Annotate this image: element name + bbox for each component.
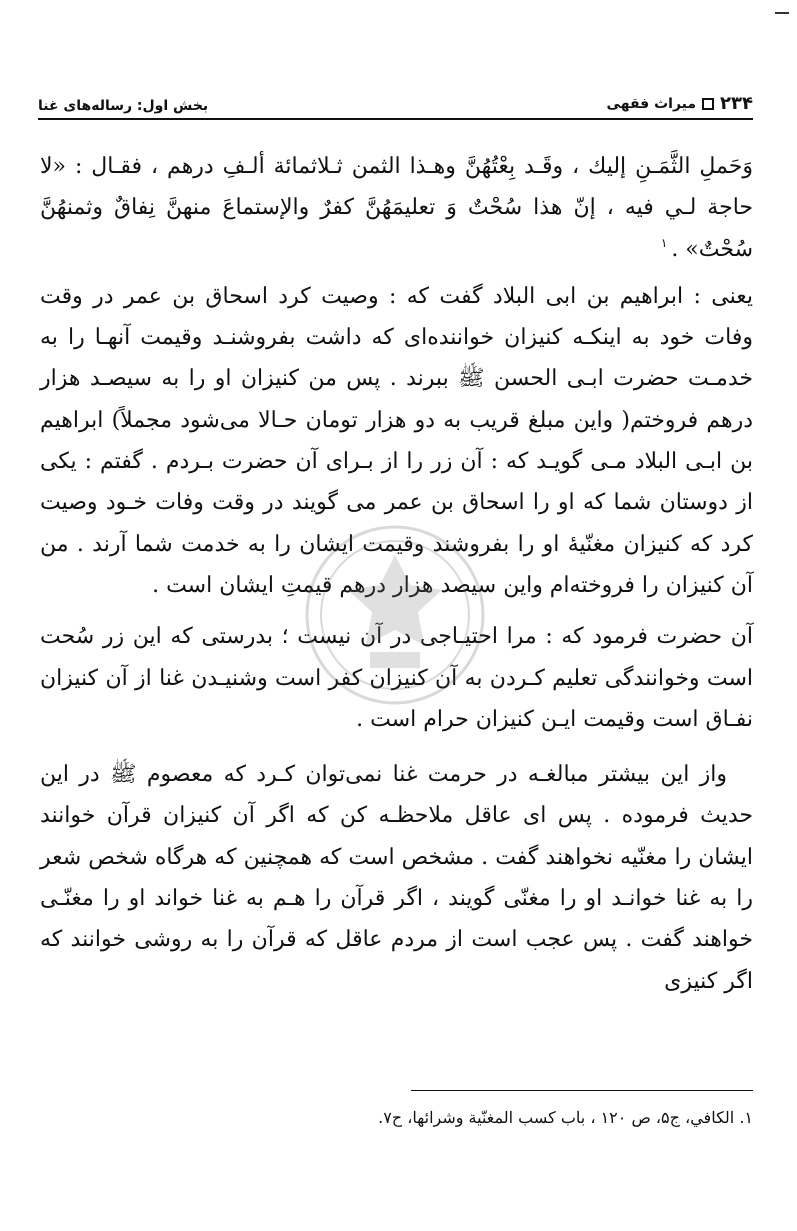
running-header: [38, 84, 753, 120]
scan-artifact-mark: [775, 12, 789, 14]
page-number: ۲۳۴: [720, 93, 753, 114]
header-page-info: [607, 93, 753, 114]
arabic-hadith-quote: [40, 146, 753, 270]
arabic-quote-text: وَحَملِ الثَّمَـنِ إليك ، وقَـد بِعْتُهُنَّ وهـذا الثمن ثـلاثمائة ألـفِ درهم ، فقـال : «لا حاجة لـي فيه ، إنّ هذا سُحْتٌ وَ تعليمَهُنَّ كفرٌ والإستماعَ منهنَّ نِفاقٌ وثمنهُنَّ سُحْتٌ» .: [40, 154, 753, 262]
page-body: [40, 146, 753, 1002]
closing-paragraph: واز این بیشتر مبالغـه در حرمت غنا نمی‌توان کـرد که معصوم ﷺ در این حدیث فرموده . پس ای عاقل ملاحظـه کن که اگر آن کنیزان قرآن خوانند ایشان را مغنّیه نخواهند گفت . مشخص است که همچنین که هرگاه شخص شعر را به غنا خوانـد او را مغنّی گویند ، اگر قرآن را هـم به غنا خواند او را مغنّـی خواهند گفت . پس عجب است از مردم عاقل که قرآن را به روشی خوانند که اگر کنیزی: [40, 762, 753, 994]
section-title: بخش اول: رساله‌های غنا: [38, 98, 209, 114]
footnote: [40, 1104, 753, 1132]
square-separator-icon: [702, 98, 714, 110]
book-title: میراث فقهی: [606, 95, 697, 112]
persian-translation-paragraph: یعنی : ابراهیم بن ابی البلاد گفت که : وصیت کرد اسحاق بن عمر در وقت وفات خود به اینکـه کنیزان خواننده‌ای که داشت بفروشنـد وقیمت آنهـا را به خدمـت حضرت ابـی الحسن ﷺ ببرند . پس من کنیزان او را به سیصـد هزار درهم فروختم( واین مبلغ قریب به دو هزار تومان حـالا می‌شود مجملاً) ابراهیم بن ابـی البلاد مـی گویـد که : آن زر را از بـرای آن حضرت بـردم . گفتم : یکی از دوستان شما که او را اسحاق بن عمر می گویند در وقت وفات خـود وصیت کرد که کنیزان مغنّیهٔ او را بفروشند وقیمت ایشان را به خدمت شما آرند . من آن کنیزان را فروخته‌ام واین سیصد هزار درهم قیمتِ ایشان است .: [40, 283, 753, 598]
footnote-text: ۱. الکافي، ج۵، ص ۱۲۰ ، باب کسب المغنّية وشرائها، ح۷.: [378, 1108, 753, 1127]
ruling-paragraph: آن حضرت فرمود که : مرا احتیـاجی در آن نیست ؛ بدرستی که این زر سُحت است وخوانندگی تعلیم کـردن به آن کنیزان کفر است وشنیـدن غنا از آن کنیزان نفـاق است وقیمت ایـن کنیزان حرام است .: [40, 624, 753, 732]
footnote-reference: ۱: [660, 236, 668, 251]
header-section: [38, 98, 208, 114]
footnote-divider: [411, 1090, 753, 1091]
